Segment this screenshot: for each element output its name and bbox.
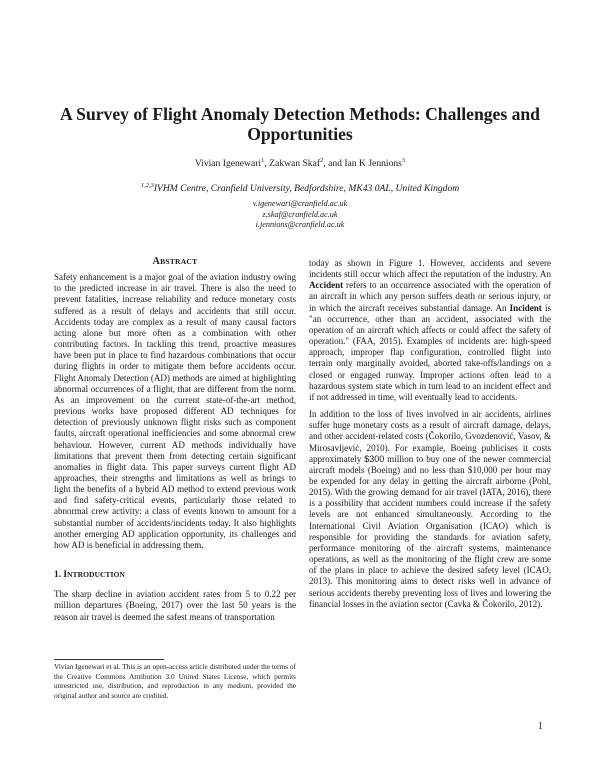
text-run: is "an occurrence, other than an accident, associated with the operation of an aircraft which affects or could affect the safety of operation." (FAA, 2015). Examples of incidents are: high-speed approach, improper flap configuration, controlled flight into terrain only marginally avoided, aborted take-offs/landings on a closed or engaged runway. Improper actions often lead to a hazardous system state which in turn lead to an incident effect and if not addressed in time, will eventually lead to accidents. <box>309 302 551 402</box>
heading-rest: NTRODUCTION <box>67 570 125 580</box>
author-affiliation-marker: 1 <box>261 157 265 164</box>
text-run: million to buy one of the newer commercial aircraft models (Boeing) and no less than $10,000 per hour may be expended for any delay in getting the aircraft airborne (Pohl, 2015). With the growing demand for air travel (IATA, 2016), there is a possibility that accident numbers could increase if the safety levels are not enhanced simultaneously. According to the International Civil Aviation Organisation (ICAO) which is responsible for providing the standards for aviation safety, performance monitoring of the aircraft systems, maintenance operations, as well as the monitoring of the flight crew are some of the plans in place to achieve the desired safety level (ICAO, 2013). This monitoring aims to detect risks well in advance of serious accidents thereby preventing loss of lives and lowering the financial losses in the aviation sector (Cavka & Čokorilo, 2012). <box>309 453 551 609</box>
email-link[interactable]: z.skaf@cranfield.ac.uk <box>262 209 338 219</box>
paper-title: A Survey of Flight Anomaly Detection Methods: Challenges and Opportunities <box>60 104 540 144</box>
heading-rest: BSTRACT <box>160 257 198 266</box>
money-value: $300 <box>364 453 385 464</box>
affiliation-text: IVHM Centre, Cranfield University, Bedfordshire, MK43 0AL, United Kingdom <box>153 183 460 195</box>
text-run: refers to an occurrence associated with the operation of an aircraft in which any person suffers death or serious injury, or in which the aircraft receives substantial damage. An <box>309 280 551 313</box>
author-name: Zakwan Skaf <box>269 158 321 170</box>
email-list <box>40 199 560 231</box>
heading-initial: I <box>63 570 68 581</box>
affiliation-marker: 1,2,3 <box>140 182 154 189</box>
heading-initial: A <box>152 256 161 267</box>
footnote-divider <box>54 659 164 660</box>
author-affiliation-marker: 2 <box>320 157 324 164</box>
intro-paragraph-1-cont <box>309 258 551 403</box>
email-link[interactable]: i.jennions@cranfield.ac.uk <box>255 220 345 230</box>
author-separator: , and <box>323 158 345 170</box>
term-accident: Accident <box>309 280 344 291</box>
email-link[interactable]: v.igenewari@cranfield.ac.uk <box>252 199 348 208</box>
intro-paragraph-1-start: The sharp decline in aviation accident rates from 5 to 0.22 per million departures (Boeing, 2017) over the last 50 years is the reason air travel is deemed the safest means of transportation <box>54 589 296 622</box>
text-run: In addition to the loss of lives involved in air accidents, airlines suffer huge monetary costs as a result of aircraft damage, delays, and other accident-related costs (Čokorilo, Gvozdenović, Vasov, & Mirosavljević, 2010). For example, Boeing publicises it costs approximately <box>309 409 551 464</box>
text-run: today as shown in Figure 1. However, accidents and severe incidents still occur which affect the reputation of the industry. An <box>309 258 551 280</box>
right-column <box>309 258 551 616</box>
page-number: 1 <box>538 721 543 732</box>
author-affiliation-marker: 3 <box>401 157 406 164</box>
author-separator: , <box>264 158 270 170</box>
term-incident: Incident <box>509 302 542 313</box>
abstract-heading <box>54 256 296 267</box>
affiliation <box>40 182 560 194</box>
author-name: Ian K Jennions <box>344 158 402 170</box>
intro-paragraph-2 <box>309 409 551 610</box>
left-column <box>54 256 296 629</box>
abstract-text: Safety enhancement is a major goal of the aviation industry owing to the predicted increase in air travel. There is also the need to prevent fatalities, increase reliability and reduce monetary costs suffered as a result of delays and accidents that still occur. Accidents today are complex as a result of many causal factors acting alone but more often as a combination with other contributing factors. In tackling this trend, proactive measures have been put in place to find hazardous combinations that occur during flights in order to mitigate them before accidents occur. Flight Anomaly Detection (AD) methods are aimed at highlighting abnormal occurrences of a flight, that are different from the norm. As an improvement on the current state-of-the-art method, previous works have proposed different AD techniques for detection of previously unknown flight risks such as component faults, aircraft operational inefficiencies and some abnormal crew behaviour. However, current AD methods individually have limitations that prevent them from detecting certain significant anomalies in flight data. This paper surveys current flight AD approaches, their strengths and limitations as well as brings to light the benefits of a hybrid AD method to extend previous work and find safety-critical events, particularly those related to abnormal crew activity: a class of events known to amount for a substantial number of accidents/incidents today. It also highlights another emerging AD application opportunity, its challenges and how AD is beneficial in addressing them. <box>54 272 296 550</box>
license-footnote: Vivian Igenewari et al. This is an open-access article distributed under the terms of the Creative Commons Attribution 3.0 United States License, which permits unrestricted use, distribution, and reproduction in any medium, provided the original author and source are credited. <box>54 662 296 700</box>
introduction-heading <box>54 569 296 581</box>
section-number: 1. <box>54 570 64 581</box>
author-list <box>40 157 560 169</box>
author-name: Vivian Igenewari <box>194 158 262 170</box>
